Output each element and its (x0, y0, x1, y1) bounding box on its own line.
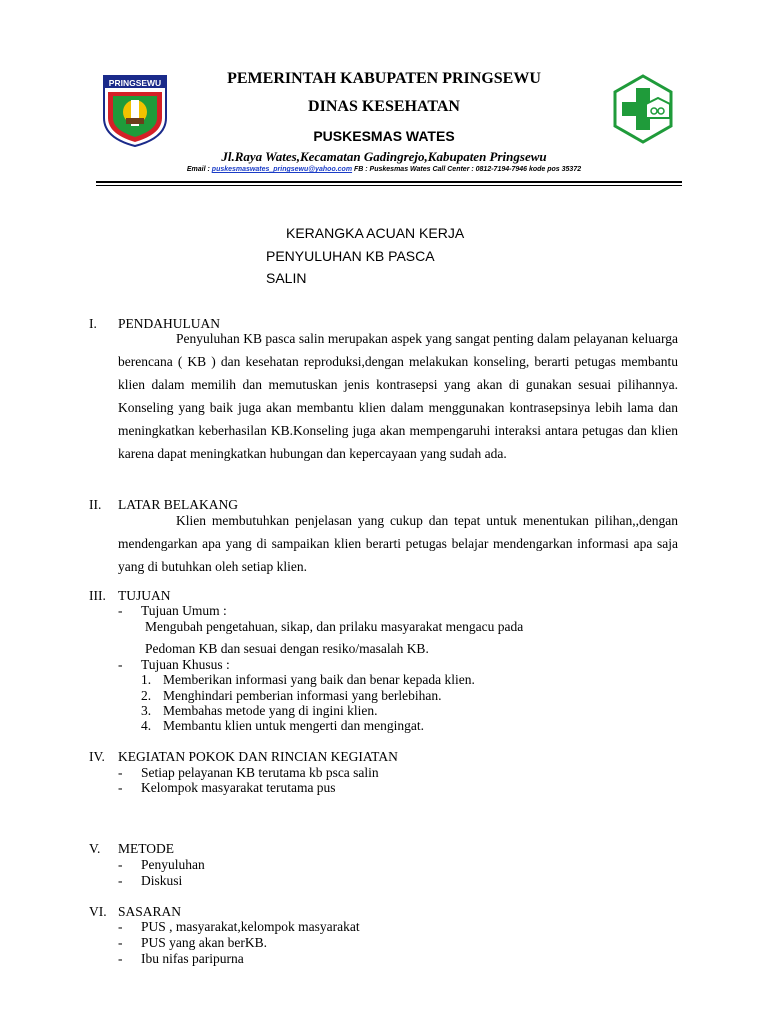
list-item: Menghindari pemberian informasi yang berlebihan. (163, 688, 442, 703)
section-3-title: TUJUAN (118, 588, 171, 603)
section-4-number: IV. (89, 749, 105, 764)
letterhead-rule-thin (96, 185, 682, 186)
bullet-dash: - (118, 603, 123, 618)
list-item: Ibu nifas paripurna (141, 951, 244, 966)
section-2-text: Klien membutuhkan penjelasan yang cukup dan tepat untuk menentukan pilihan,,dengan mendengarkan apa yang di sampaikan klien berarti petugas belajar mendengarkan informasi apa saja yang di butuhkan oleh setiap klien. (118, 513, 678, 574)
letterhead-contact (0, 166, 768, 173)
list-item: PUS , masyarakat,kelompok masyarakat (141, 919, 360, 934)
letterhead-puskesmas: PUSKESMAS WATES (313, 128, 455, 144)
list-number: 4. (141, 718, 152, 733)
list-item: Setiap pelayanan KB terutama kb psca salin (141, 765, 379, 780)
bullet-dash: - (118, 951, 123, 966)
health-cross-logo (612, 74, 674, 144)
section-5-number: V. (89, 841, 101, 856)
section-1-text: Penyuluhan KB pasca salin merupakan aspek yang sangat penting dalam pelayanan keluarga berencana ( KB ) dan kesehatan reproduksi,dengan melakukan konseling, berarti petugas membantu klien dalam memilih dan memutuskan jenis kontrasepsi yang akan di gunakan sesuai pilihannya. Konseling yang baik juga akan membantu klien dalam menggunakan kontrasepsinya lebih lama dan meningkatkan keberhasilan KB.Konseling juga akan mempengaruhi interaksi antara petugas dan klien karena dapat meningkatkan hubungan dan kepercayaan yang sudah ada. (118, 331, 678, 461)
bullet-dash: - (118, 780, 123, 795)
list-item: Kelompok masyarakat terutama pus (141, 780, 336, 795)
letterhead-government: PEMERINTAH KABUPATEN PRINGSEWU (227, 70, 541, 87)
email-label: Email : (186, 166, 212, 173)
section-2-number: II. (89, 497, 102, 512)
section-4-title: KEGIATAN POKOK DAN RINCIAN KEGIATAN (118, 749, 398, 764)
section-1-paragraph (118, 327, 678, 465)
tujuan-umum-label: Tujuan Umum : (141, 603, 227, 618)
list-item: Membahas metode yang di ingini klien. (163, 703, 378, 718)
letterhead-rule-thick (96, 181, 682, 183)
section-1-title: PENDAHULUAN (118, 316, 220, 331)
bullet-dash: - (118, 857, 123, 872)
bullet-dash: - (118, 935, 123, 950)
doc-title-line2: PENYULUHAN KB PASCA (266, 248, 435, 264)
tujuan-khusus-label: Tujuan Khusus : (141, 657, 230, 672)
contact-rest: FB : Puskesmas Wates Call Center : 0812-7194-7946 kode pos 35372 (352, 166, 582, 173)
logo-left-text: PRINGSEWU (108, 78, 162, 88)
section-6-title: SASARAN (118, 904, 182, 919)
bullet-dash: - (118, 873, 123, 888)
list-item: Diskusi (141, 873, 183, 888)
list-item: Membantu klien untuk mengerti dan mengingat. (163, 718, 424, 733)
email-link[interactable]: puskesmaswates_pringsewu@yahoo.com (211, 166, 353, 173)
list-item: Penyuluhan (141, 857, 205, 872)
list-number: 1. (141, 672, 152, 687)
section-2-paragraph (118, 509, 678, 578)
list-item: Memberikan informasi yang baik dan benar kepada klien. (163, 672, 475, 687)
section-6-number: VI. (89, 904, 107, 919)
section-2-title: LATAR BELAKANG (118, 497, 239, 512)
letterhead-address: Jl.Raya Wates,Kecamatan Gadingrejo,Kabupaten Pringsewu (221, 149, 547, 164)
doc-title-line1: KERANGKA ACUAN KERJA (286, 225, 465, 241)
list-item: PUS yang akan berKB. (141, 935, 267, 950)
tujuan-umum-line2: Pedoman KB dan sesuai dengan resiko/masalah KB. (145, 641, 429, 656)
bullet-dash: - (118, 919, 123, 934)
doc-title-line3: SALIN (266, 270, 307, 286)
bullet-dash: - (118, 657, 123, 672)
section-5-title: METODE (118, 841, 174, 856)
list-number: 2. (141, 688, 152, 703)
bullet-dash: - (118, 765, 123, 780)
letterhead-department: DINAS KESEHATAN (308, 98, 460, 115)
section-1-number: I. (89, 316, 97, 331)
tujuan-umum-line1: Mengubah pengetahuan, sikap, dan prilaku masyarakat mengacu pada (145, 619, 524, 634)
section-3-number: III. (89, 588, 106, 603)
list-number: 3. (141, 703, 152, 718)
